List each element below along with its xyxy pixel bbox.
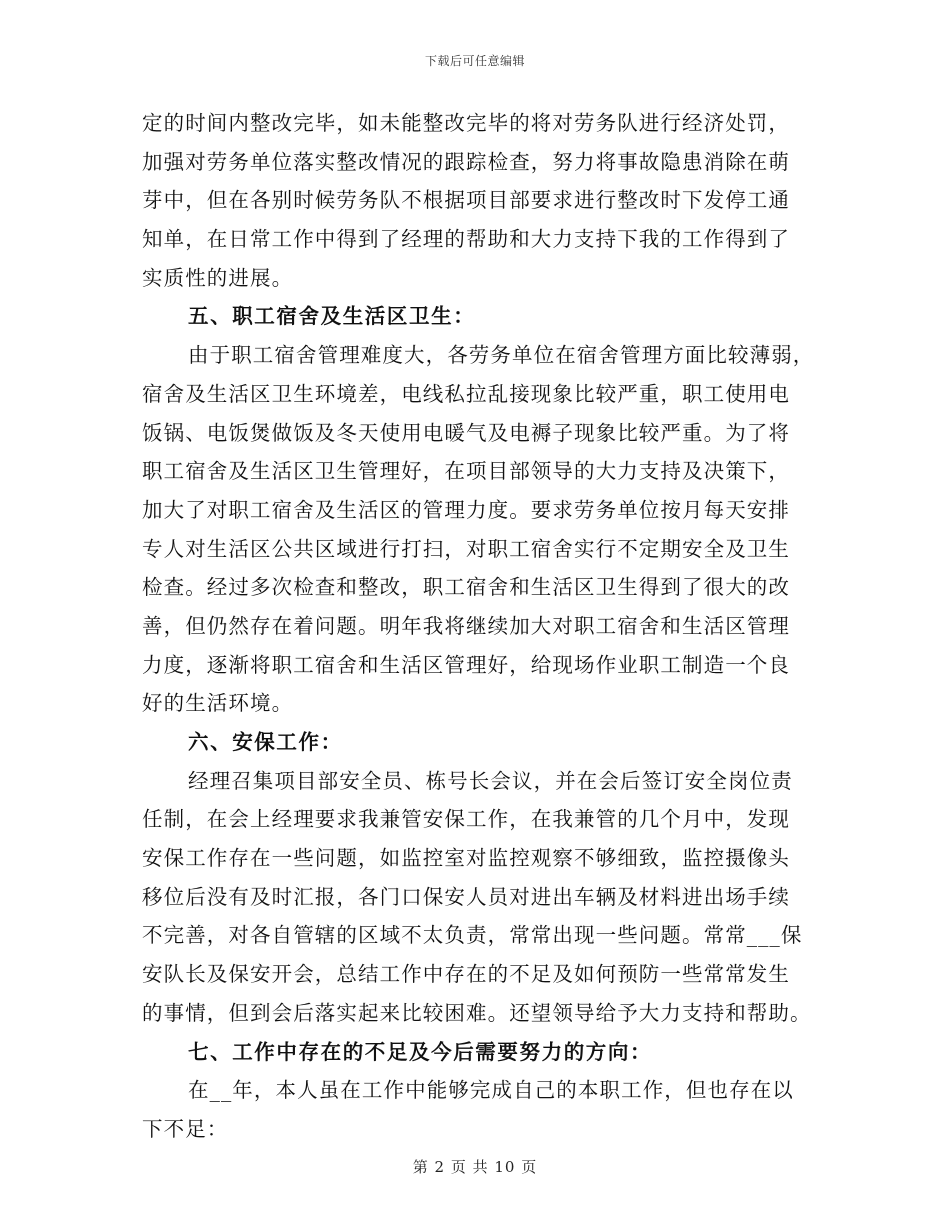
text-line: 下不足：: [142, 1116, 229, 1141]
text-line: 实质性的进展。: [142, 265, 294, 290]
text-line: 芽中，但在各别时候劳务队不根据项目部要求进行整改时下发停工通: [142, 188, 790, 213]
text-line: 知单，在日常工作中得到了经理的帮助和大力支持下我的工作得到了: [142, 227, 790, 252]
text-line: 由于职工宿舍管理难度大，各劳务单位在宿舍管理方面比较薄弱，: [188, 343, 815, 368]
text-line: 好的生活环境。: [142, 691, 294, 716]
text-line: 加大了对职工宿舍及生活区的管理力度。要求劳务单位按月每天安排: [142, 497, 790, 522]
text-line: 力度，逐渐将职工宿舍和生活区管理好，给现场作业职工制造一个良: [142, 652, 790, 677]
text-line: 加强对劳务单位落实整改情况的跟踪检查，努力将事故隐患消除在萌: [142, 149, 790, 174]
text-line: 职工宿舍及生活区卫生管理好，在项目部领导的大力支持及决策下，: [142, 459, 790, 484]
text-line: 安保工作存在一些问题，如监控室对监控观察不够细致，监控摄像头: [142, 846, 790, 871]
text-line: 饭锅、电饭煲做饭及冬天使用电暖气及电褥子现象比较严重。为了将: [142, 420, 790, 445]
text-line: 在__年，本人虽在工作中能够完成自己的本职工作，但也存在以: [188, 1078, 794, 1103]
text-line: 不完善，对各自管辖的区域不太负责，常常出现一些问题。常常___保: [142, 923, 803, 948]
text-line: 检查。经过多次检查和整改，职工宿舍和生活区卫生得到了很大的改: [142, 575, 790, 600]
text-line: 宿舍及生活区卫生环境差，电线私拉乱接现象比较严重，职工使用电: [142, 381, 790, 406]
text-line: 善，但仍然存在着问题。明年我将继续加大对职工宿舍和生活区管理: [142, 613, 790, 638]
text-line: 任制，在会上经理要求我兼管安保工作，在我兼管的几个月中，发现: [142, 807, 790, 832]
text-line: 的事情，但到会后落实起来比较困难。还望领导给予大力支持和帮助。: [142, 1000, 812, 1025]
text-line: 安队长及保安开会，总结工作中存在的不足及如何预防一些常常发生: [142, 962, 790, 987]
section-heading-5: 五、职工宿舍及生活区卫生：: [188, 304, 476, 329]
page-footer: 第 2 页 共 10 页: [412, 1158, 538, 1176]
body-text: [142, 104, 815, 1149]
page-header: 下载后可任意编辑: [424, 54, 525, 68]
section-heading-6: 六、安保工作：: [188, 730, 343, 754]
text-line: 定的时间内整改完毕，如未能整改完毕的将对劳务队进行经济处罚，: [142, 111, 790, 135]
text-line: 专人对生活区公共区域进行打扫，对职工宿舍实行不定期安全及卫生: [142, 536, 790, 561]
section-heading-7: 七、工作中存在的不足及今后需要努力的方向：: [188, 1039, 653, 1064]
text-line: 移位后没有及时汇报，各门口保安人员对进出车辆及材料进出场手续: [142, 884, 790, 909]
text-line: 经理召集项目部安全员、栋号长会议，并在会后签订安全岗位责: [188, 768, 793, 793]
